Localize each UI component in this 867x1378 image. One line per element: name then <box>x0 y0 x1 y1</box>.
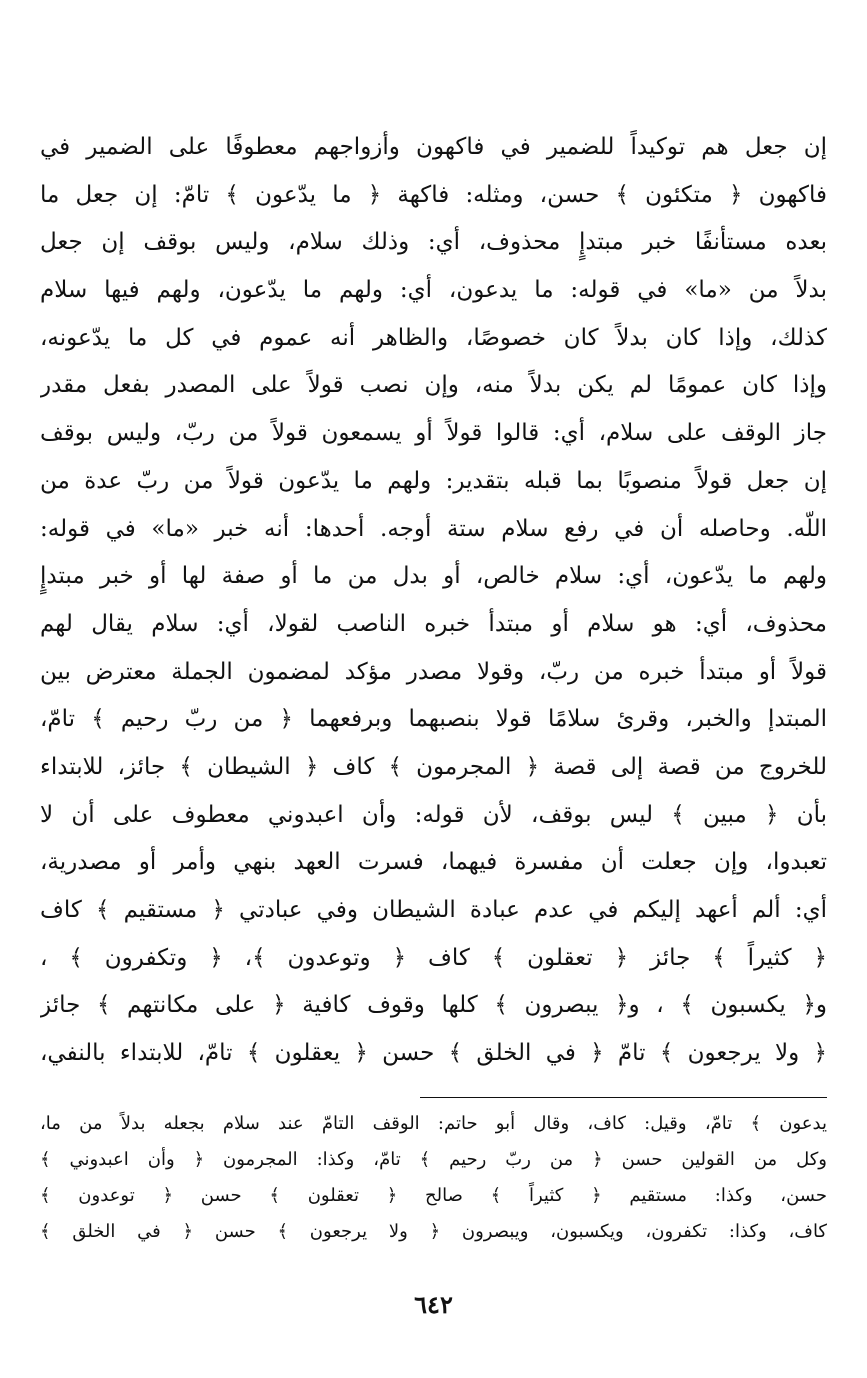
text-line: المبتدإ والخبر، وقرئ سلامًا قولا بنصبهما وبرفعهما ﴿ من ربّ رحيم ﴾ تامّ، <box>40 706 827 733</box>
footnote-line: يدعون ﴾ تامّ، وقيل: كاف، وقال أبو حاتم: الوقف التامّ عند سلام بجعله بدلاً من ما، <box>40 1113 827 1134</box>
text-line: اللّه. وحاصله أن في رفع سلام ستة أوجه. أحدها: أنه خبر «ما» في قوله: <box>40 515 827 542</box>
text-line: و﴿ يكسبون ﴾ ، و﴿ يبصرون ﴾ كلها وقوف كافية ﴿ على مكانتهم ﴾ جائز <box>40 992 827 1019</box>
text-line: ولهم ما يدّعون، أي: سلام خالص، أو بدل من ما أو صفة لها أو خبر مبتدإٍ <box>40 563 827 590</box>
text-line: ﴿ كثيراً ﴾ جائز ﴿ تعقلون ﴾ كاف ﴿ وتوعدون ﴾، ﴿ وتكفرون ﴾ ، <box>40 944 827 971</box>
footnote-line: وكل من القولين حسن ﴿ من ربّ رحيم ﴾ تامّ، وكذا: المجرمون ﴿ وأن اعبدوني ﴾ <box>40 1149 827 1170</box>
text-line: بدلاً من «ما» في قوله: ما يدعون، أي: ولهم ما يدّعون، ولهم فيها سلام <box>40 277 827 304</box>
text-line: فاكهون ﴿ متكئون ﴾ حسن، ومثله: فاكهة ﴿ ما يدّعون ﴾ تامّ: إن جعل ما <box>40 181 827 208</box>
text-line: للخروج من قصة إلى قصة ﴿ المجرمون ﴾ كاف ﴿ الشيطان ﴾ جائز، للابتداء <box>40 753 827 780</box>
footnote-line: حسن، وكذا: مستقيم ﴿ كثيراً ﴾ صالح ﴿ تعقلون ﴾ حسن ﴿ توعدون ﴾ <box>40 1185 827 1206</box>
footnote-line: كاف، وكذا: تكفرون، ويكسبون، ويبصرون ﴿ ولا يرجعون ﴾ حسن ﴿ في الخلق ﴾ <box>40 1221 827 1242</box>
text-line: ﴿ ولا يرجعون ﴾ تامّ ﴿ في الخلق ﴾ حسن ﴿ يعقلون ﴾ تامّ، للابتداء بالنفي، <box>40 1040 827 1067</box>
text-line: أي: ألم أعهد إليكم في عدم عبادة الشيطان وفي عبادتي ﴿ مستقيم ﴾ كاف <box>40 897 827 923</box>
main-text <box>40 124 827 1078</box>
text-line: إن جعل قولاً منصوبًا بما قبله بتقدير: ولهم ما يدّعون قولاً من ربّ عدة من <box>40 467 827 494</box>
text-line: محذوف، أي: هو سلام أو مبتدأ خبره الناصب لقولا، أي: سلام يقال لهم <box>40 610 827 637</box>
text-line: بأن ﴿ مبين ﴾ ليس بوقف، لأن قوله: وأن اعبدوني معطوف على أن لا <box>40 801 827 828</box>
text-line: تعبدوا، وإن جعلت أن مفسرة فيهما، فسرت العهد بنهي وأمر أو مصدرية، <box>40 849 827 876</box>
text-line: إن جعل هم توكيداً للضمير في فاكهون وأزواجهم معطوفًا على الضمير في <box>40 134 827 160</box>
footnote-separator <box>420 1097 827 1098</box>
text-line: كذلك، وإذا كان بدلاً كان خصوصًا، والظاهر أنه عموم في كل ما يدّعونه، <box>40 324 827 351</box>
text-line: قولاً أو مبتدأ خبره من ربّ، وقولا مصدر مؤكد لمضمون الجملة معترض بين <box>40 658 827 685</box>
page-number: ٦٤٢ <box>414 1290 453 1319</box>
text-line: بعده مستأنفًا خبر مبتدإٍ محذوف، أي: وذلك سلام، وليس بوقف إن جعل <box>40 229 827 256</box>
text-line: وإذا كان عمومًا لم يكن بدلاً منه، وإن نصب قولاً على المصدر بفعل مقدر <box>40 372 827 399</box>
text-line: جاز الوقف على سلام، أي: قالوا قولاً أو يسمعون قولاً من ربّ، وليس بوقف <box>40 420 827 447</box>
footnotes <box>40 1106 827 1250</box>
